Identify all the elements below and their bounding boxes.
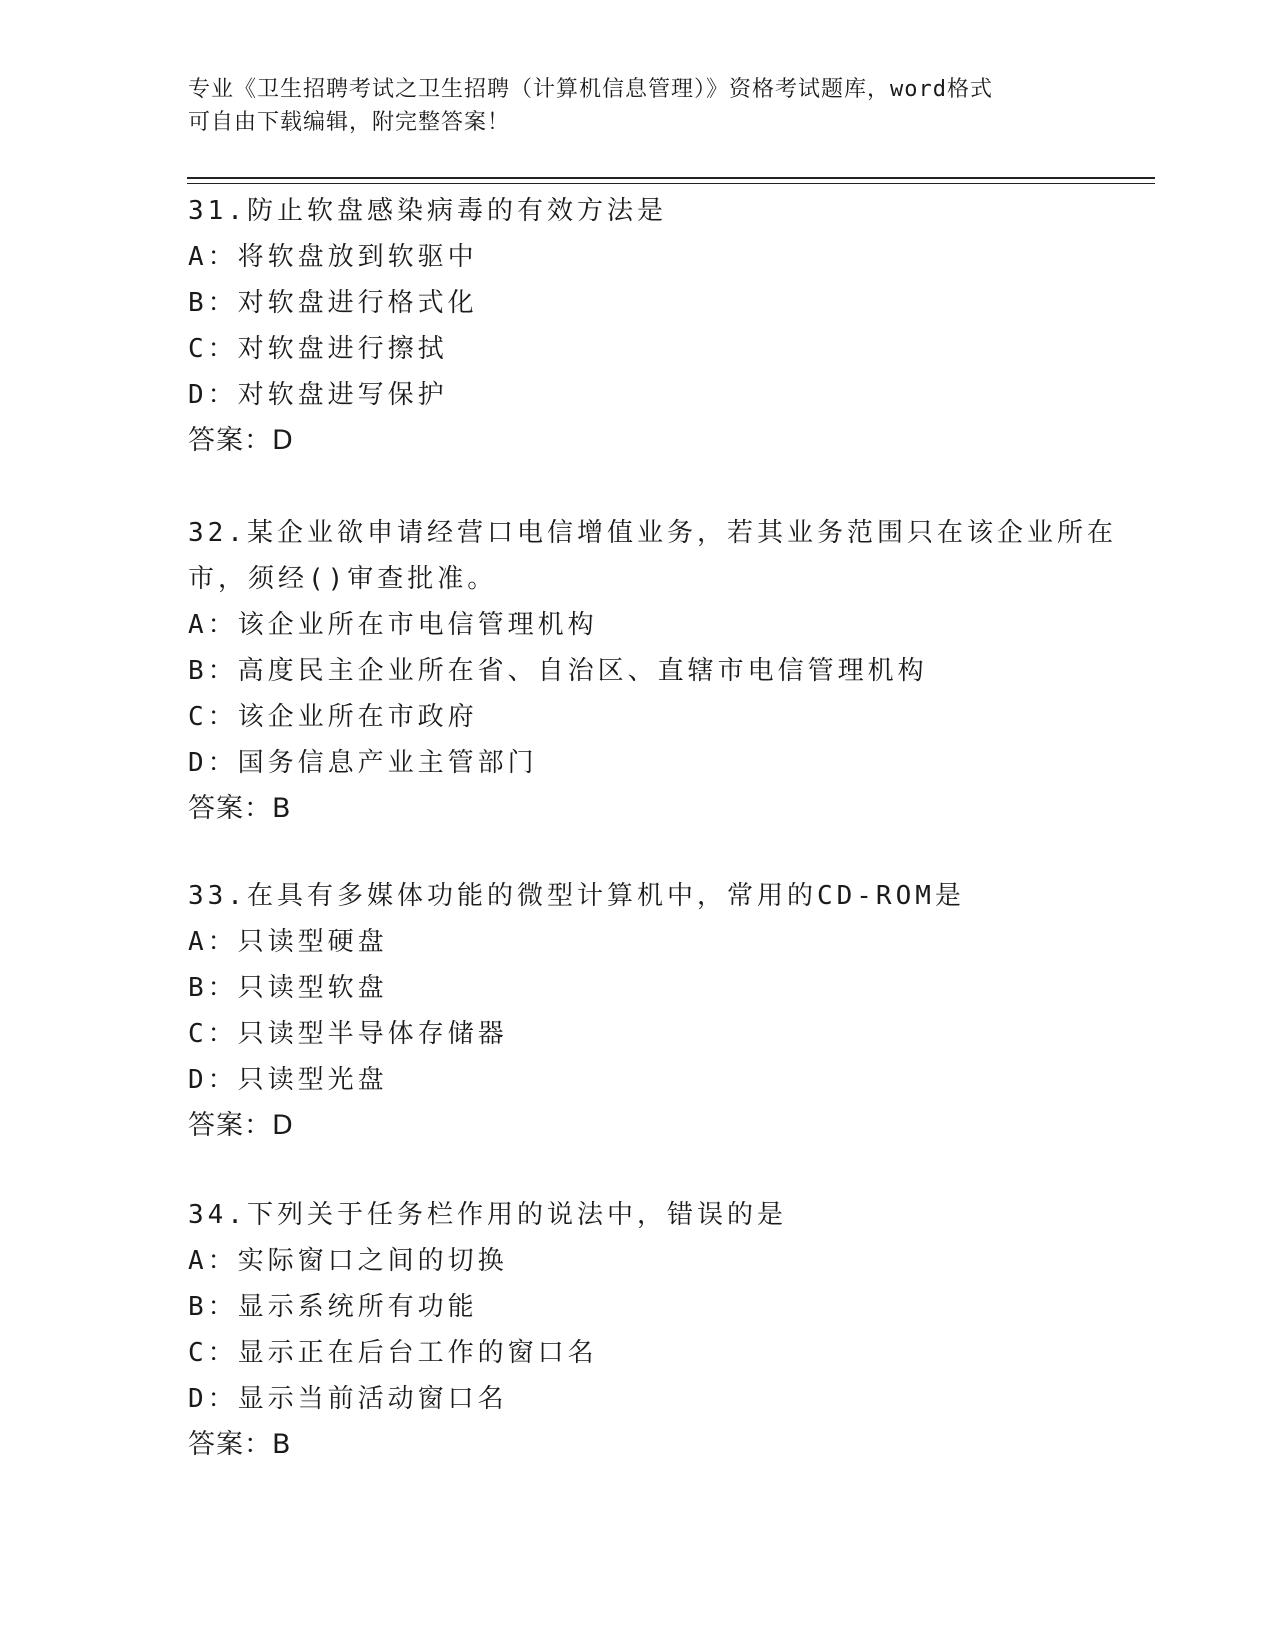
question-34: [188, 1192, 1088, 1468]
option-b: B：对软盘进行格式化: [188, 288, 478, 318]
answer: 答案：D: [188, 1110, 294, 1141]
question-33: [188, 873, 1088, 1149]
question-31: [188, 188, 1088, 464]
option-d: D：国务信息产业主管部门: [188, 748, 538, 778]
option-b: B：只读型软盘: [188, 973, 388, 1003]
option-c: C：显示正在后台工作的窗口名: [188, 1338, 598, 1368]
option-a: A：该企业所在市电信管理机构: [188, 610, 598, 640]
option-c: C：该企业所在市政府: [188, 702, 478, 732]
question-stem: 32.某企业欲申请经营口电信增值业务，若其业务范围只在该企业所在: [188, 518, 1117, 548]
question-stem: 34.下列关于任务栏作用的说法中，错误的是: [188, 1200, 787, 1230]
option-c: C：对软盘进行擦拭: [188, 334, 448, 364]
option-d: D：对软盘进写保护: [188, 380, 448, 410]
header-divider-thick: [187, 177, 1155, 179]
option-b: B：高度民主企业所在省、自治区、直辖市电信管理机构: [188, 656, 928, 686]
option-d: D：只读型光盘: [188, 1065, 388, 1095]
answer: 答案：B: [188, 1429, 292, 1460]
question-stem: 31.防止软盘感染病毒的有效方法是: [188, 196, 667, 226]
option-b: B：显示系统所有功能: [188, 1292, 478, 1322]
answer: 答案：B: [188, 793, 292, 824]
option-a: A：实际窗口之间的切换: [188, 1246, 508, 1276]
option-c: C：只读型半导体存储器: [188, 1019, 508, 1049]
option-a: A：只读型硬盘: [188, 927, 388, 957]
document-header: [188, 73, 1088, 139]
question-32: [188, 510, 1117, 832]
answer: 答案：D: [188, 425, 294, 456]
option-a: A：将软盘放到软驱中: [188, 242, 478, 272]
header-line-2: 可自由下载编辑，附完整答案！: [188, 110, 511, 135]
header-divider-thin: [187, 183, 1155, 184]
question-stem: 33.在具有多媒体功能的微型计算机中，常用的CD-ROM是: [188, 881, 965, 911]
option-d: D：显示当前活动窗口名: [188, 1384, 508, 1414]
header-line-1: 专业《卫生招聘考试之卫生招聘（计算机信息管理）》资格考试题库，word格式: [188, 77, 993, 102]
question-stem-continued: 市，须经()审查批准。: [188, 564, 498, 594]
